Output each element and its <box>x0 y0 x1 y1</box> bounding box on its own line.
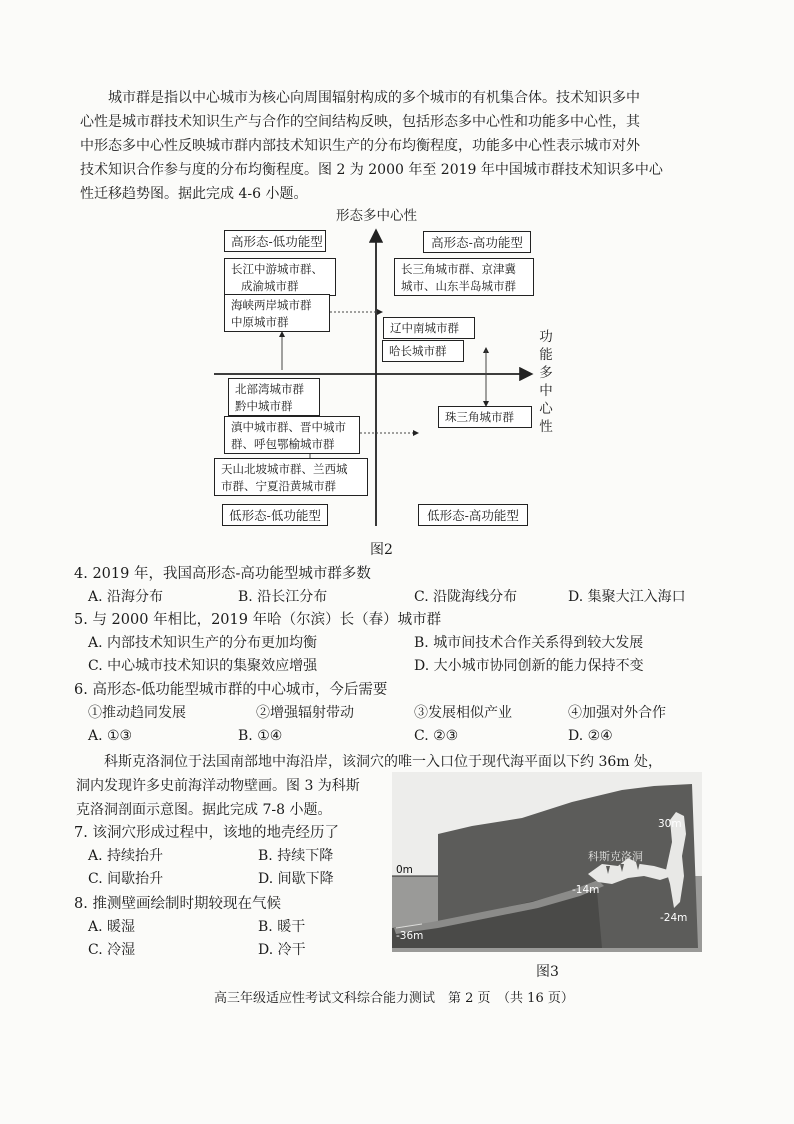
q5-stem: 5. 与 2000 年相比，2019 年哈（尔滨）长（春）城市群 <box>74 612 442 628</box>
q6-option-b: B. ①④ <box>238 728 283 744</box>
q6-option-c: C. ②③ <box>414 728 459 744</box>
q8-option-c: C. 冷湿 <box>88 942 136 958</box>
intro-line-2: 心性是城市群技术知识生产与合作的空间结构反映，包括形态多中心性和功能多中心性，其 <box>80 114 640 130</box>
label-minus-14m: -14m <box>572 884 600 896</box>
page-footer: 高三年级适应性考试文科综合能力测试 第 2 页 （共 16 页） <box>214 991 574 1006</box>
q6-statement-3: ③发展相似产业 <box>414 705 512 721</box>
label-minus-36m: -36m <box>396 930 424 942</box>
q7-option-b: B. 持续下降 <box>258 848 334 864</box>
q8-option-a: A. 暖湿 <box>88 919 136 935</box>
box-bbw: 北部湾城市群 黔中城市群 <box>228 378 320 416</box>
figure-3 <box>392 772 702 952</box>
label-cave-name: 科斯克洛洞 <box>588 850 643 863</box>
box-dz: 滇中城市群、晋中城市 群、呼包鄂榆城市群 <box>224 416 360 454</box>
box-cjzy: 长江中游城市群、 成渝城市群 <box>224 258 336 296</box>
label-minus-24m: -24m <box>660 912 688 924</box>
cave-section-illustration <box>392 772 702 952</box>
q6-statement-1: ①推动趋同发展 <box>88 705 186 721</box>
q4-option-c: C. 沿陇海线分布 <box>414 589 518 605</box>
q4-option-a: A. 沿海分布 <box>88 589 164 605</box>
label-0m: 0m <box>396 864 413 876</box>
quadrant-label-top-right: 高形态-高功能型 <box>423 231 531 253</box>
intro-line-5: 性迁移趋势图。据此完成 4-6 小题。 <box>80 186 308 202</box>
q7-option-a: A. 持续抬升 <box>88 848 164 864</box>
q6-statement-4: ④加强对外合作 <box>568 705 666 721</box>
x-axis-label: 功 能 多 中 心 性 <box>539 329 553 435</box>
q4-stem: 4. 2019 年，我国高形态-高功能型城市群多数 <box>74 566 371 582</box>
q7-option-c: C. 间歇抬升 <box>88 871 164 887</box>
quadrant-label-top-left: 高形态-低功能型 <box>224 230 326 252</box>
box-tsbp: 天山北坡城市群、兰西城 市群、宁夏沿黄城市群 <box>214 458 368 496</box>
intro-line-1: 城市群是指以中心城市为核心向周围辐射构成的多个城市的有机集合体。技术知识多中 <box>108 90 640 106</box>
intro2-line-1: 科斯克洛洞位于法国南部地中海沿岸，该洞穴的唯一入口位于现代海平面以下约 36m 处， <box>104 754 662 770</box>
q7-stem: 7. 该洞穴形成过程中，该地的地壳经历了 <box>74 825 339 841</box>
quadrant-label-bottom-right: 低形态-高功能型 <box>418 504 528 526</box>
box-zsj: 珠三角城市群 <box>438 406 532 428</box>
q5-option-c: C. 中心城市技术知识的集聚效应增强 <box>88 658 318 674</box>
q5-option-d: D. 大小城市协同创新的能力保持不变 <box>414 658 644 674</box>
y-axis-label: 形态多中心性 <box>336 208 417 224</box>
intro-line-4: 技术知识合作参与度的分布均衡程度。图 2 为 2000 年至 2019 年中国城市群技术知识多中心 <box>80 162 663 178</box>
q4-option-b: B. 沿长江分布 <box>238 589 328 605</box>
figure-2-caption: 图2 <box>370 542 393 558</box>
q6-option-d: D. ②④ <box>568 728 613 744</box>
q8-stem: 8. 推测壁画绘制时期较现在气候 <box>74 896 281 912</box>
q4-option-d: D. 集聚大江入海口 <box>568 589 686 605</box>
intro2-line-2: 洞内发现许多史前海洋动物壁画。图 3 为科斯 <box>76 778 360 794</box>
q8-option-d: D. 冷干 <box>258 942 306 958</box>
q5-option-b: B. 城市间技术合作关系得到较大发展 <box>414 635 644 651</box>
label-30m: 30m <box>658 818 682 830</box>
quadrant-label-bottom-left: 低形态-低功能型 <box>222 504 328 526</box>
intro2-line-3: 克洛洞剖面示意图。据此完成 7-8 小题。 <box>76 802 332 818</box>
q5-option-a: A. 内部技术知识生产的分布更加均衡 <box>88 635 318 651</box>
figure-3-caption: 图3 <box>536 964 559 980</box>
box-hc: 哈长城市群 <box>382 340 464 362</box>
figure-2 <box>200 200 580 540</box>
box-csj: 长三角城市群、京津冀 城市、山东半岛城市群 <box>394 258 534 296</box>
q8-option-b: B. 暖干 <box>258 919 306 935</box>
intro-line-3: 中形态多中心性反映城市群内部技术知识生产的分布均衡程度，功能多中心性表示城市对外 <box>80 138 640 154</box>
q6-stem: 6. 高形态-低功能型城市群的中心城市，今后需要 <box>74 682 388 698</box>
box-hxla: 海峡两岸城市群 中原城市群 <box>224 294 330 332</box>
q6-statement-2: ②增强辐射带动 <box>256 705 354 721</box>
q7-option-d: D. 间歇下降 <box>258 871 334 887</box>
box-lzn: 辽中南城市群 <box>383 317 475 339</box>
q6-option-a: A. ①③ <box>88 728 133 744</box>
